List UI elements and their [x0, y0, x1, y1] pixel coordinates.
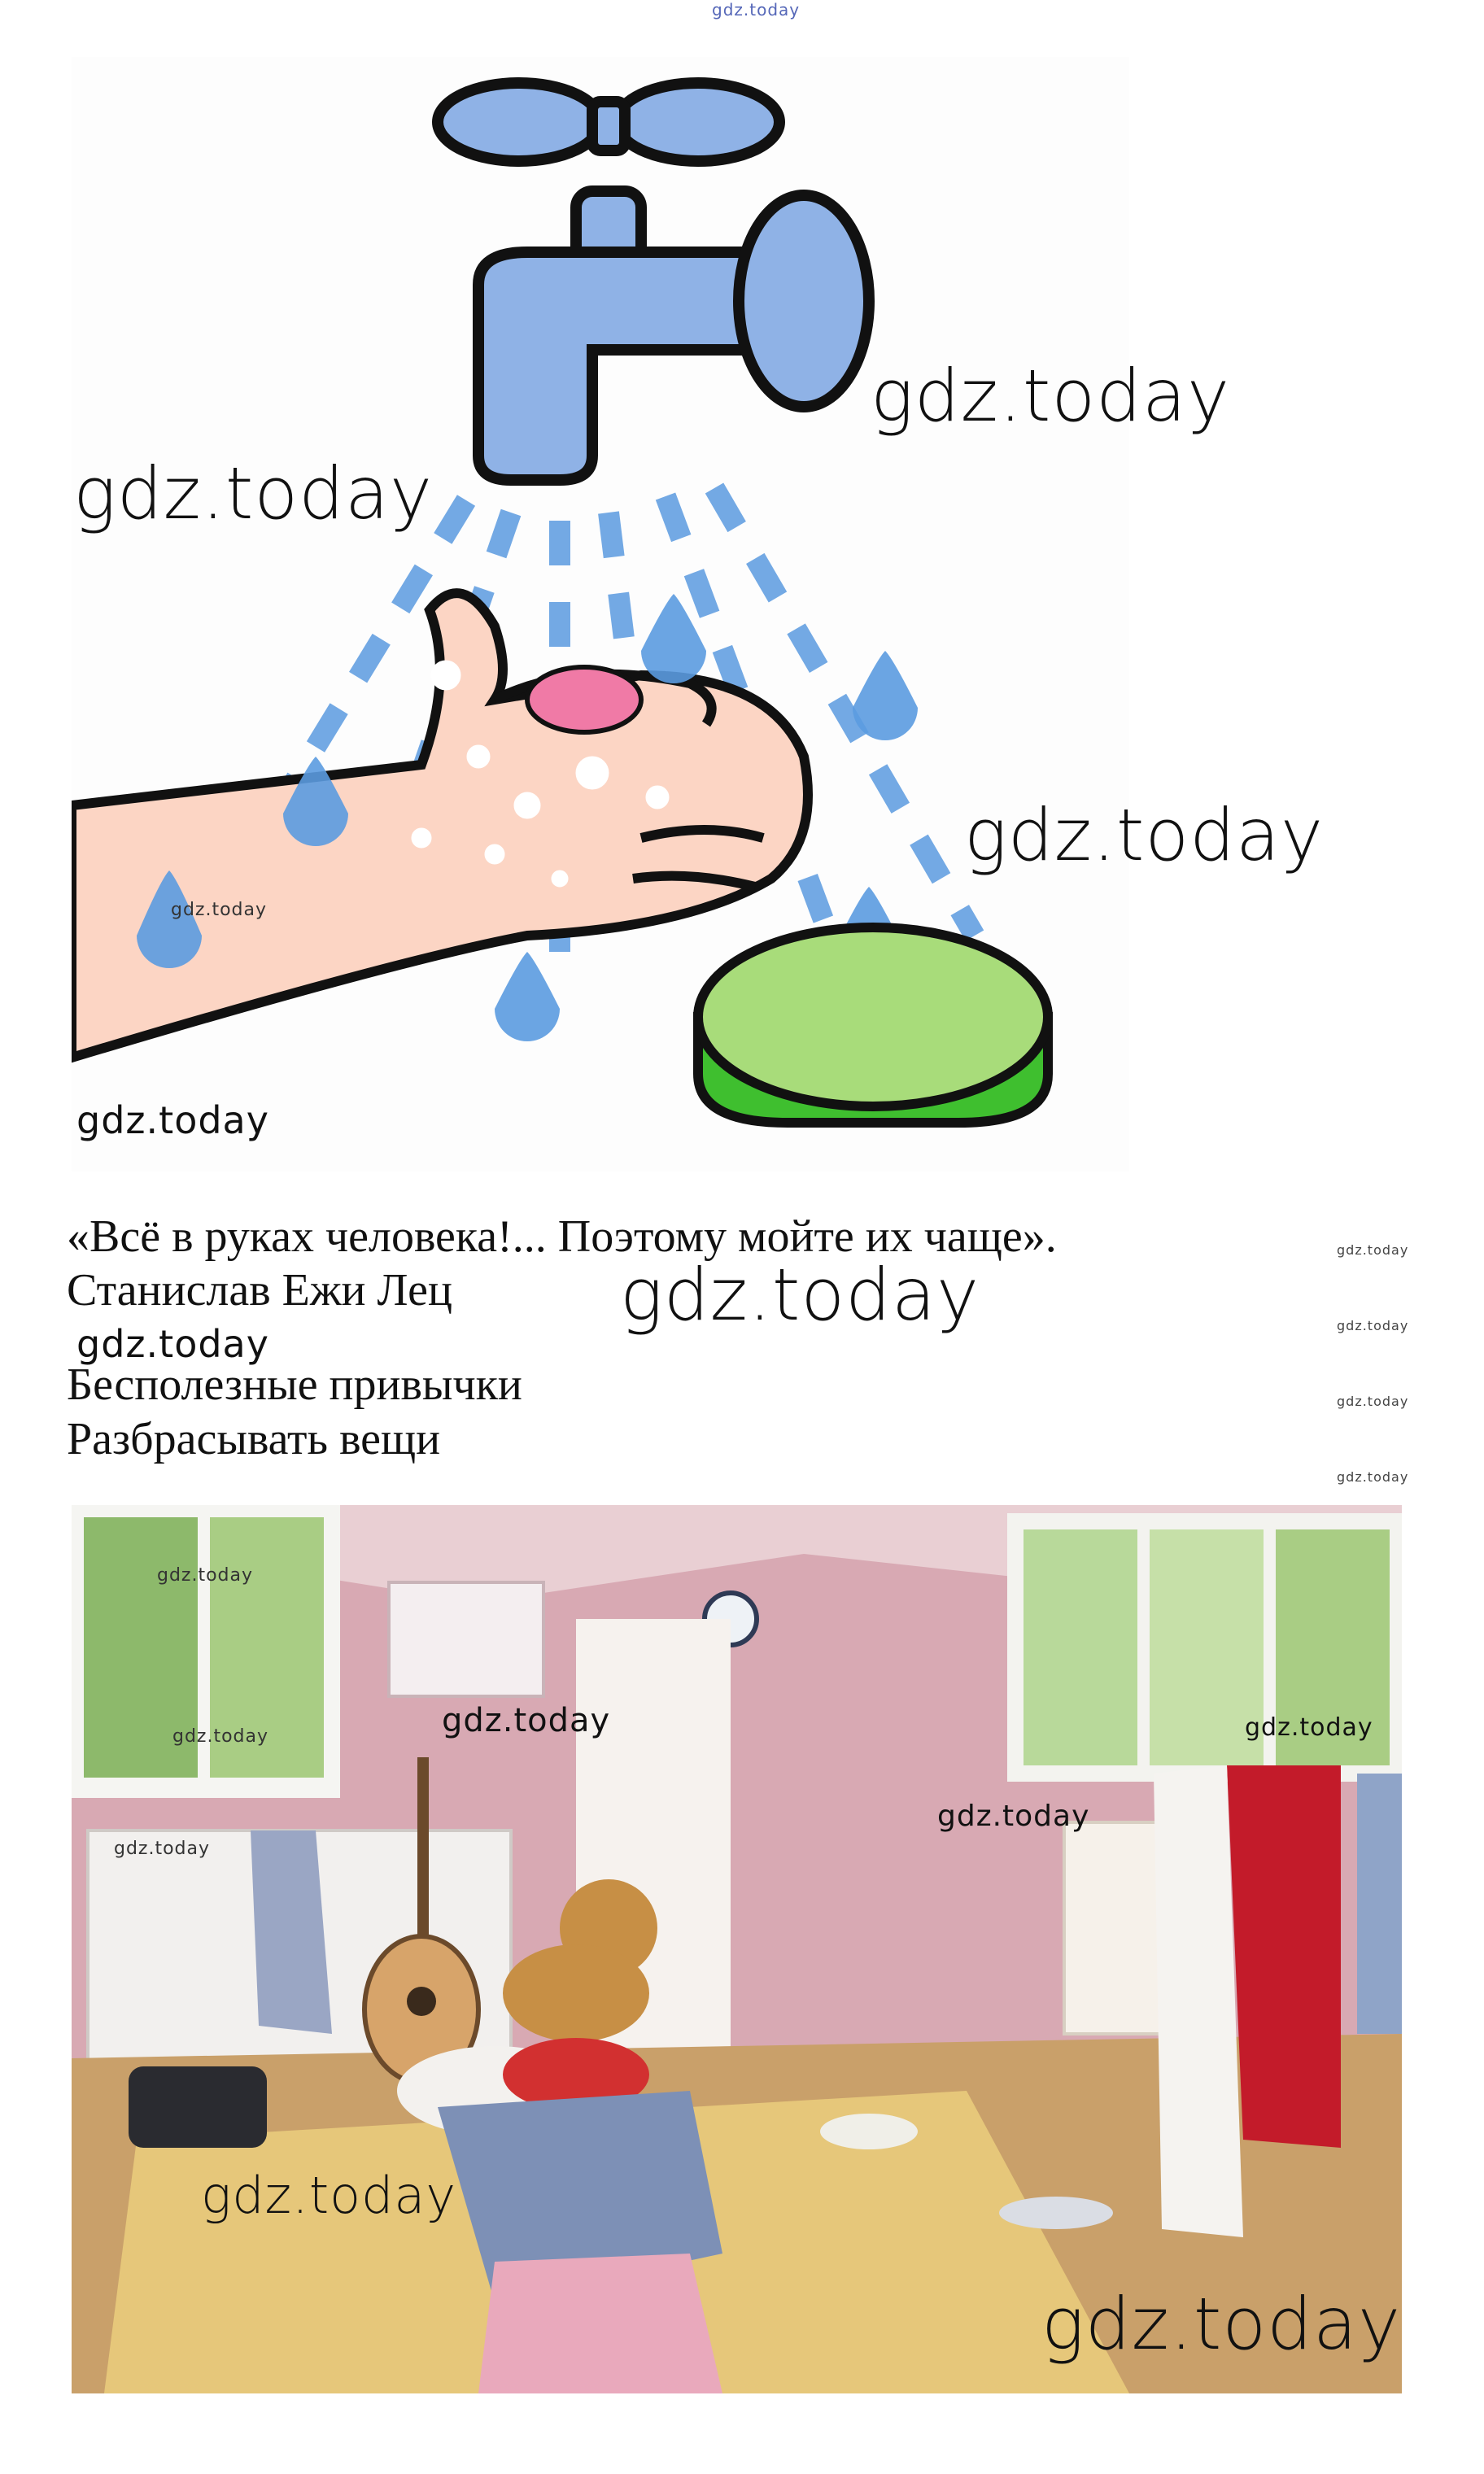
left-window-icon [72, 1505, 340, 1798]
watermark: gdz.today [1041, 2282, 1402, 2366]
watermark: gdz.today [201, 2166, 457, 2225]
watermark: gdz.today [1245, 1713, 1373, 1742]
watermark: gdz.today [937, 1800, 1090, 1833]
habit-label: Разбрасывать вещи [67, 1414, 441, 1464]
hand-washing-illustration [72, 57, 1129, 1172]
soap-bar-icon [527, 667, 641, 732]
header-watermark: gdz.today [712, 0, 801, 20]
messy-room-photo [72, 1505, 1402, 2393]
watermark: gdz.today [73, 452, 434, 535]
section-title: Бесполезные привычки [67, 1359, 522, 1410]
watermark: gdz.today [76, 1322, 269, 1366]
watermark: gdz.today [1337, 1394, 1409, 1409]
watermark: gdz.today [172, 1726, 269, 1747]
watermark: gdz.today [964, 793, 1325, 877]
quote-author: Станислав Ежи Лец [67, 1265, 452, 1316]
watermark: gdz.today [171, 900, 268, 920]
watermark: gdz.today [620, 1253, 980, 1337]
soap-dish-icon [698, 927, 1048, 1123]
wall-shelf-icon [389, 1582, 543, 1696]
watermark: gdz.today [1337, 1469, 1409, 1485]
watermark: gdz.today [114, 1839, 211, 1859]
watermark: gdz.today [76, 1098, 269, 1142]
watermark: gdz.today [871, 354, 1231, 438]
faucet-icon [438, 83, 869, 480]
watermark: gdz.today [442, 1702, 611, 1739]
watermark: gdz.today [1337, 1318, 1409, 1333]
quote-text: «Всё в руках человека!... Поэтому мойте их чаще». [67, 1211, 1057, 1262]
watermark: gdz.today [157, 1565, 254, 1586]
watermark: gdz.today [1337, 1242, 1409, 1258]
